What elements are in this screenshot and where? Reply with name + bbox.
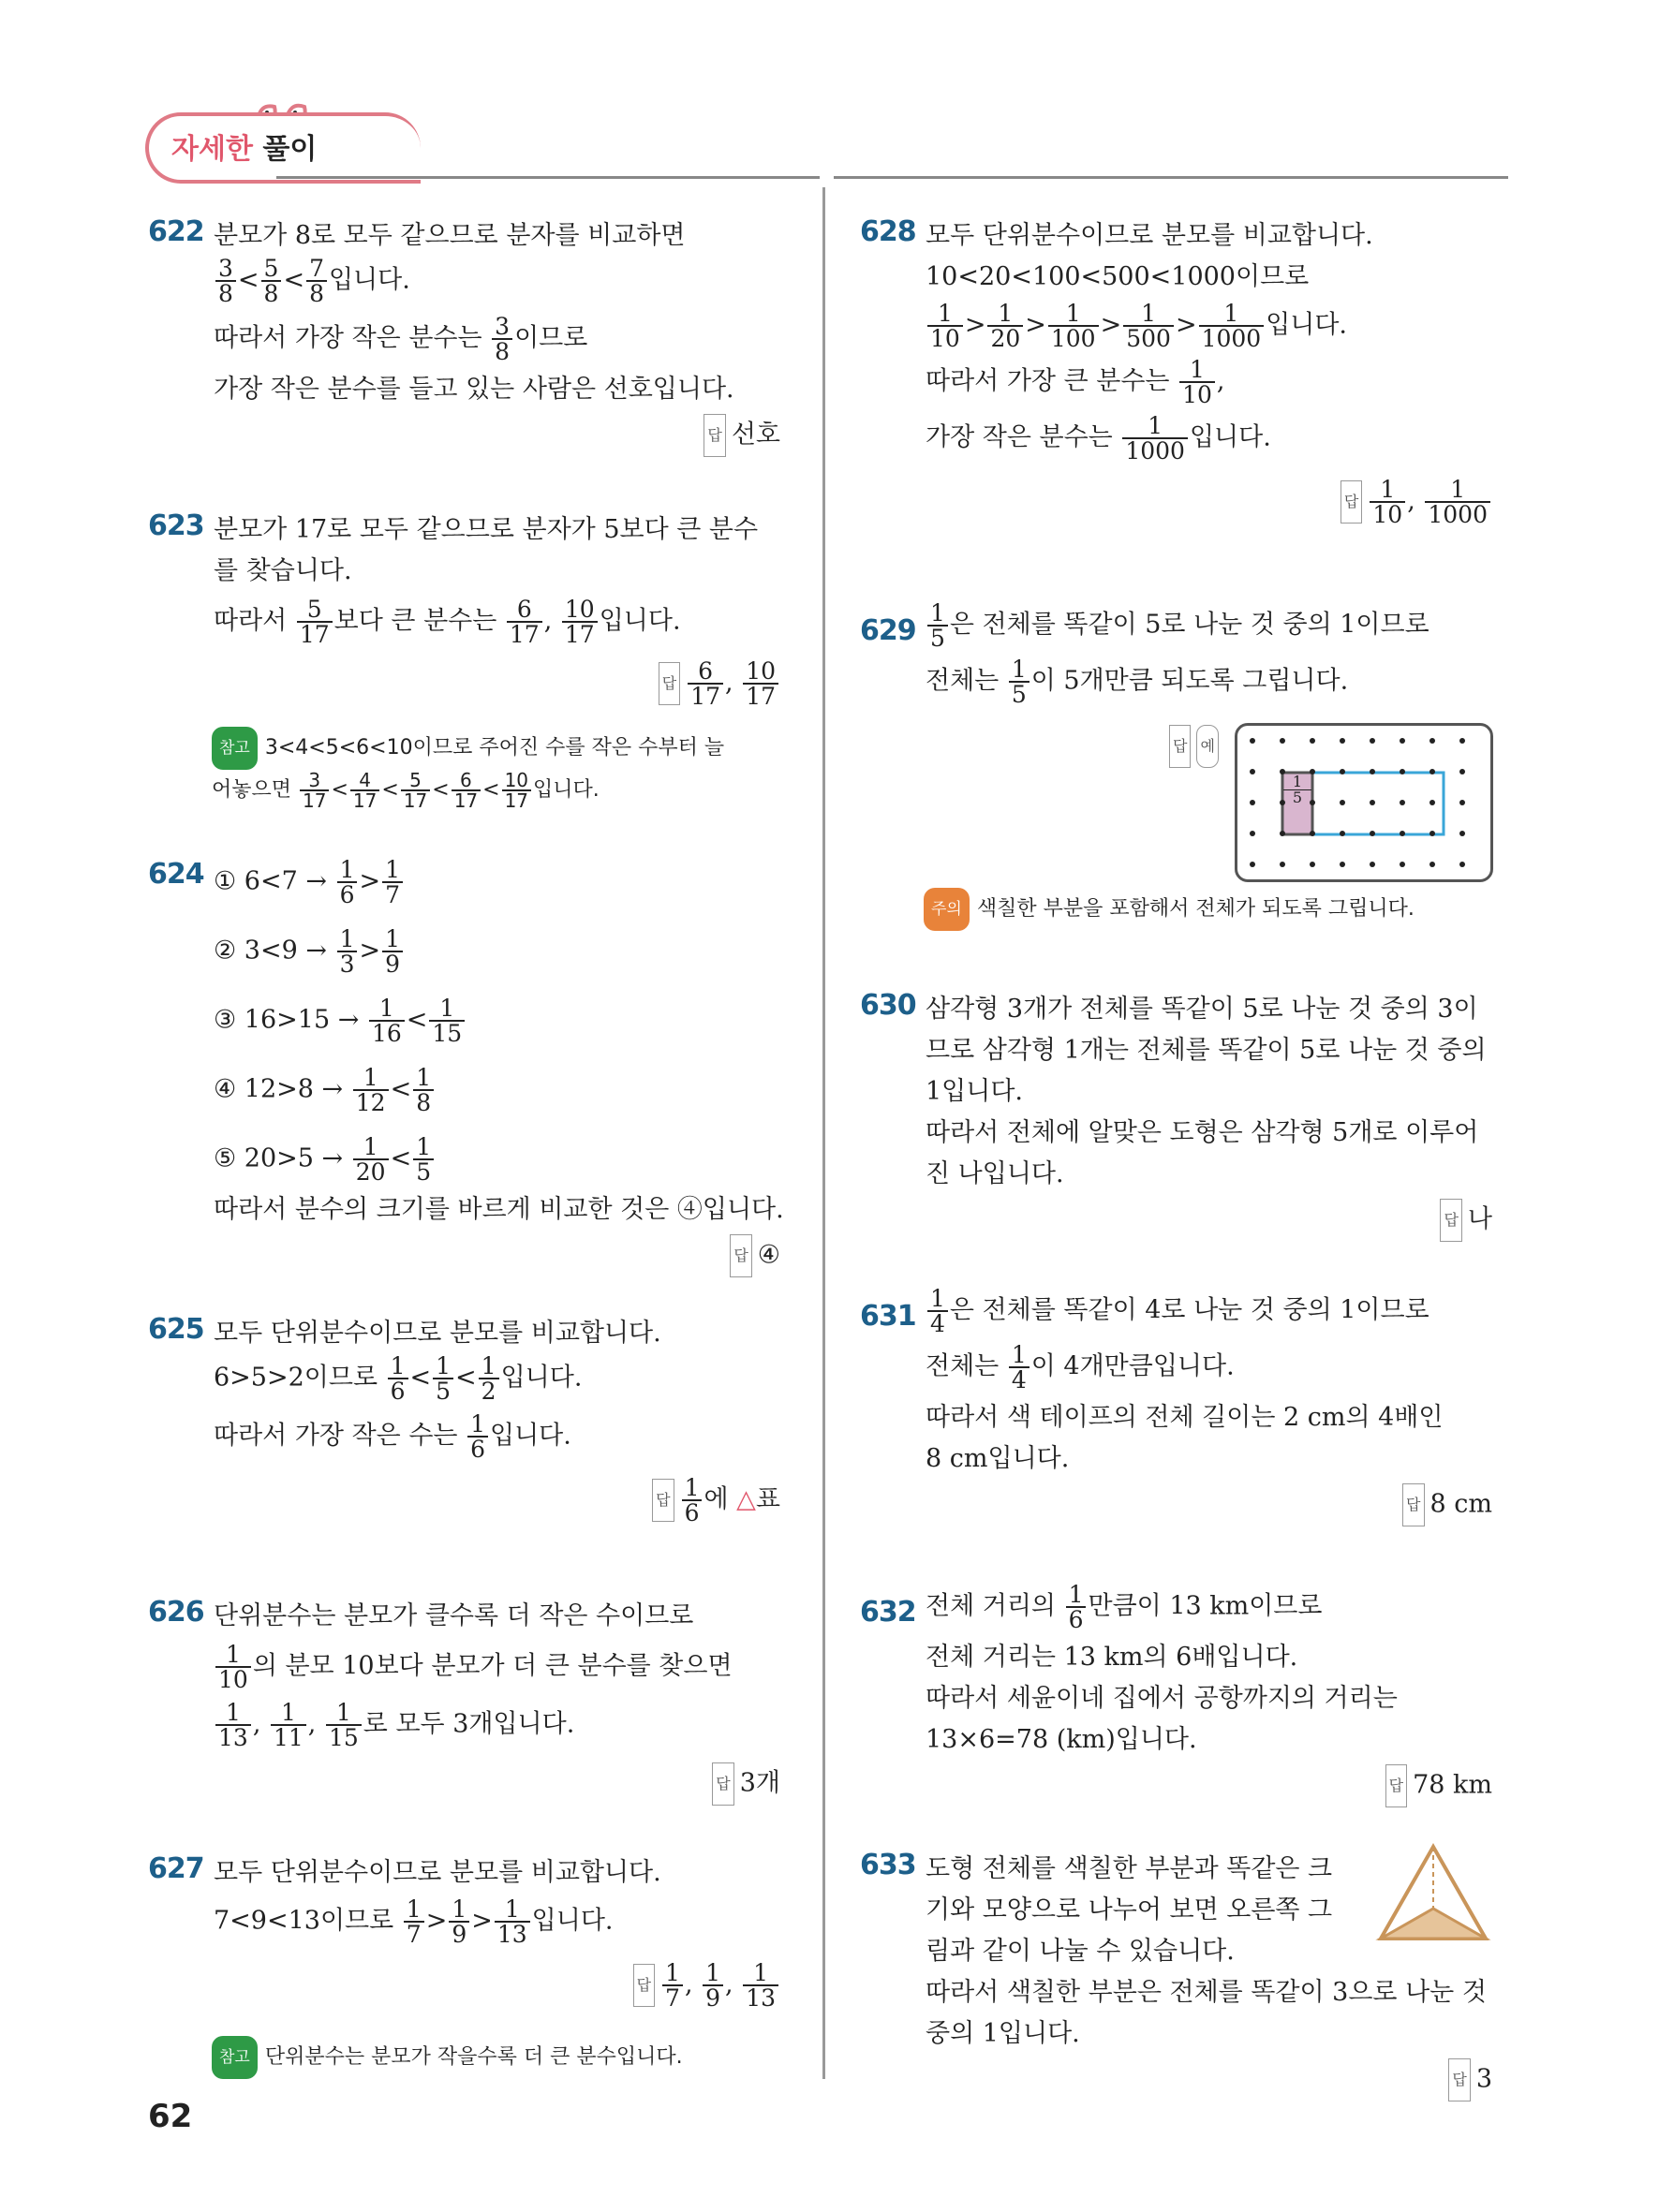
fraction: $\frac{7}{8}$ xyxy=(306,257,327,305)
text-line: 따라서 가장 작은 분수는 $\frac{3}{8}$ 이므로 xyxy=(214,313,588,365)
problem-body xyxy=(214,1313,780,1525)
answer: 답 78 km xyxy=(926,1764,1492,1807)
problem-number: 631 xyxy=(860,1300,916,1333)
problem-body xyxy=(926,989,1492,1242)
comparison-item: ② 3<9 → $\frac{1}{3}$ > $\frac{1}{9}$ xyxy=(214,927,780,996)
text-line: $\frac{1}{4}$ 은 전체를 똑같이 4로 나눈 것 중의 1이므로 xyxy=(926,1287,1492,1335)
text-line: $\frac{1}{5}$ 은 전체를 똑같이 5로 나눈 것 중의 1이므로 xyxy=(926,601,1492,650)
text-line: 기와 모양으로 나누어 보면 오른쪽 그 xyxy=(926,1895,1333,1924)
problem-number: 622 xyxy=(148,215,204,248)
grid-dot xyxy=(1400,738,1405,744)
answer: 답 3개 xyxy=(214,1762,780,1806)
answer: 답 8 cm xyxy=(926,1483,1492,1526)
grid-dot xyxy=(1370,800,1375,805)
fraction: $\frac{3}{8}$ xyxy=(492,315,512,363)
text-line: 가장 작은 분수를 들고 있는 사람은 선호입니다. xyxy=(214,375,734,404)
problem-body xyxy=(926,215,1492,526)
note-badge: 주의 xyxy=(924,888,970,931)
grid-dot xyxy=(1429,831,1435,836)
text-line: 전체는 $\frac{1}{5}$ 이 5개만큼 되도록 그립니다. xyxy=(926,656,1349,708)
grid-dot xyxy=(1400,831,1405,836)
problem-body xyxy=(926,1285,1492,1526)
text-line: 따라서 가장 큰 분수는 $\frac{1}{10}$ , xyxy=(926,356,1225,408)
column-divider xyxy=(822,187,825,2079)
text-line: 7<9<13이므로 $\frac{1}{7}$ > $\frac{1}{9}$ > $\frac{1}{13}$ 입니다. xyxy=(214,1895,614,1948)
grid-dot xyxy=(1370,738,1375,744)
answer: 답 예 xyxy=(1169,725,1224,768)
text-line: 중의 1입니다. xyxy=(926,2019,1080,2048)
problem-number: 632 xyxy=(860,1596,916,1629)
text-line: 가장 작은 분수는 $\frac{1}{1000}$ 입니다. xyxy=(926,412,1271,465)
text-line: 모두 단위분수이므로 분모를 비교합니다. xyxy=(214,1319,661,1348)
grid-dot xyxy=(1310,738,1315,744)
grid-dot xyxy=(1400,769,1405,774)
header-title xyxy=(171,125,317,167)
text-line: $\frac{1}{10}$ 의 분모 10보다 분모가 더 큰 분수를 찾으면 xyxy=(214,1643,780,1691)
note-box: 참고 단위분수는 분모가 작을수록 더 큰 분수입니다. xyxy=(212,2036,683,2079)
pyramid-figure xyxy=(1375,1841,1491,1944)
text-line: 따라서 분수의 크기를 바르게 비교한 것은 ④입니다. xyxy=(214,1195,784,1224)
text-line: 분모가 8로 모두 같으므로 분자를 비교하면 xyxy=(214,221,686,250)
note-badge: 참고 xyxy=(212,2036,258,2079)
comparison-item: ① 6<7 → $\frac{1}{6}$ > $\frac{1}{7}$ xyxy=(214,858,780,927)
grid-dot xyxy=(1280,831,1285,836)
answer: 답 $\frac{1}{7}$ , $\frac{1}{9}$ , $\frac{1}{13}$ xyxy=(214,1961,780,2010)
grid-dot xyxy=(1400,800,1405,805)
text-line: 삼각형 3개가 전체를 똑같이 5로 나눈 것 중의 3이 xyxy=(926,995,1478,1024)
text-line: 모두 단위분수이므로 분모를 비교합니다. xyxy=(926,221,1373,250)
grid-dot xyxy=(1310,862,1315,867)
example-badge: 예 xyxy=(1196,725,1218,768)
comparison-item: ⑤ 20>5 → $\frac{1}{20}$ < $\frac{1}{5}$ xyxy=(214,1135,780,1189)
grid-dot xyxy=(1429,800,1435,805)
text-line: 10<20<100<500<1000이므로 xyxy=(926,262,1310,291)
problem-number: 633 xyxy=(860,1849,916,1881)
answer: 답 $\frac{1}{6}$ 에 △표 xyxy=(214,1476,780,1525)
text-line: 8 cm입니다. xyxy=(926,1444,1070,1473)
problem-body xyxy=(214,509,780,708)
problem-body xyxy=(214,1852,780,2010)
grid-dot xyxy=(1400,862,1405,867)
grid-dot xyxy=(1459,831,1465,836)
grid-dot xyxy=(1250,831,1255,836)
grid-dot xyxy=(1280,862,1285,867)
answer: 답 ④ xyxy=(214,1234,780,1277)
grid-dot xyxy=(1340,769,1345,774)
grid-dot xyxy=(1459,862,1465,867)
fraction: $\frac{3}{8}$ xyxy=(215,257,236,305)
text-line: 므로 삼각형 1개는 전체를 똑같이 5로 나눈 것 중의 xyxy=(926,1036,1487,1065)
answer: 답 $\frac{1}{10}$ , $\frac{1}{1000}$ xyxy=(926,478,1492,526)
header-rule-right xyxy=(834,176,1508,179)
comparison-item: ④ 12>8 → $\frac{1}{12}$ < $\frac{1}{8}$ xyxy=(214,1066,780,1135)
problem-number: 629 xyxy=(860,614,916,647)
text-line: 모두 단위분수이므로 분모를 비교합니다. xyxy=(214,1858,661,1887)
grid-dot xyxy=(1370,862,1375,867)
grid-dot xyxy=(1429,769,1435,774)
text-line: 따라서 세윤이네 집에서 공항까지의 거리는 xyxy=(926,1684,1398,1713)
grid-dot xyxy=(1370,769,1375,774)
problem-number: 627 xyxy=(148,1852,204,1885)
note-box: 주의 색칠한 부분을 포함해서 전체가 되도록 그립니다. xyxy=(924,888,1415,931)
text-line: 6>5>2이므로 $\frac{1}{6}$ < $\frac{1}{5}$ < $\frac{1}{2}$ 입니다. xyxy=(214,1352,583,1405)
text-line: 13×6=78 (km)입니다. xyxy=(926,1725,1197,1754)
grid-dot xyxy=(1459,800,1465,805)
grid-dot xyxy=(1250,769,1255,774)
note-box: 참고 3<4<5<6<10이므로 주어진 수를 작은 수부터 늘 어놓으면 $\frac{3}{17}$ < $\frac{4}{17}$ < $\frac{5}{17}$ < $\frac{6}{17}$ < $\frac{10}{17}$ 입니다. xyxy=(212,727,724,811)
fraction: $\frac{5}{8}$ xyxy=(261,257,282,305)
grid-dot xyxy=(1250,862,1255,867)
text-line: 전체 거리의 $\frac{1}{6}$ 만큼이 13 km이므로 xyxy=(926,1581,1323,1633)
text-line: 전체는 $\frac{1}{4}$ 이 4개만큼입니다. xyxy=(926,1341,1235,1394)
problem-body xyxy=(926,1849,1492,2101)
grid-dot xyxy=(1370,831,1375,836)
text-line: 진 나입니다. xyxy=(926,1159,1064,1188)
grid-dot xyxy=(1459,769,1465,774)
answer: 답 선호 xyxy=(214,414,780,457)
text-line: 따라서 색칠한 부분은 전체를 똑같이 3으로 나눈 것 xyxy=(926,1978,1487,2007)
grid-dot xyxy=(1340,862,1345,867)
text-line: 따라서 $\frac{5}{17}$ 보다 큰 분수는 $\frac{6}{17}$ , $\frac{10}{17}$ 입니다. xyxy=(214,596,681,648)
problem-body xyxy=(214,856,784,1277)
answer: 답 나 xyxy=(926,1199,1492,1242)
fraction: $\frac{5}{17}$ xyxy=(297,597,333,646)
text-line: 전체 거리는 13 km의 6배입니다. xyxy=(926,1643,1298,1672)
text-line: 를 찾습니다. xyxy=(214,556,352,585)
grid-dot xyxy=(1340,738,1345,744)
grid-dot xyxy=(1429,862,1435,867)
text-line: 따라서 가장 작은 수는 $\frac{1}{6}$ 입니다. xyxy=(214,1410,571,1463)
text-line: 단위분수는 분모가 클수록 더 작은 수이므로 xyxy=(214,1601,694,1630)
grid-dot xyxy=(1340,831,1345,836)
header-title-part2: 풀이 xyxy=(262,133,318,166)
fraction: $\frac{6}{17}$ xyxy=(507,597,542,646)
fraction-line: $\frac{1}{10}$ > $\frac{1}{20}$ > $\frac{1}{100}$ > $\frac{1}{500}$ > $\frac{1}{1000}$ 입니다. xyxy=(926,302,1492,350)
comparison-item: ③ 16>15 → $\frac{1}{16}$ < $\frac{1}{15}$ xyxy=(214,996,780,1066)
problem-number: 623 xyxy=(148,509,204,542)
text-line: 따라서 전체에 알맞은 도형은 삼각형 5개로 이루어 xyxy=(926,1118,1479,1147)
page-number: 62 xyxy=(148,2098,193,2135)
note-badge: 참고 xyxy=(212,727,258,770)
problem-body xyxy=(214,1596,780,1806)
dot-grid-answer xyxy=(1235,723,1493,882)
text-line: 따라서 색 테이프의 전체 길이는 2 cm의 4배인 xyxy=(926,1403,1444,1432)
text-line: 림과 같이 나눌 수 있습니다. xyxy=(926,1937,1235,1966)
grid-dot xyxy=(1340,800,1345,805)
problem-body xyxy=(926,599,1492,806)
problem-body xyxy=(926,1581,1492,1807)
fraction-line: $\frac{3}{8}$ < $\frac{5}{8}$ < $\frac{7}{8}$ 입니다. xyxy=(214,257,780,305)
grid-dot xyxy=(1250,738,1255,744)
grid-fraction-label: 1 5 xyxy=(1283,774,1311,805)
text-line: 도형 전체를 색칠한 부분과 똑같은 크 xyxy=(926,1854,1333,1883)
text-line: 1입니다. xyxy=(926,1077,1024,1106)
text-line: $\frac{1}{13}$ , $\frac{1}{11}$ , $\frac{1}{15}$ 로 모두 3개입니다. xyxy=(214,1701,780,1749)
problem-number: 630 xyxy=(860,989,916,1022)
grid-dot xyxy=(1310,831,1315,836)
grid-dot xyxy=(1280,738,1285,744)
problem-number: 624 xyxy=(148,858,204,891)
problem-number: 625 xyxy=(148,1313,204,1346)
answer: 답 $\frac{6}{17}$ , $\frac{10}{17}$ xyxy=(214,659,780,708)
answer: 답 3 xyxy=(926,2058,1492,2101)
triangle-mark: △ xyxy=(736,1484,756,1514)
problem-number: 628 xyxy=(860,215,916,248)
header-rule-left xyxy=(276,176,820,179)
problem-body xyxy=(214,215,780,457)
grid-dot xyxy=(1429,738,1435,744)
grid-dot xyxy=(1459,738,1465,744)
problem-number: 626 xyxy=(148,1596,204,1629)
dot-grid-svg xyxy=(1237,726,1490,879)
fraction: $\frac{10}{17}$ xyxy=(562,597,598,646)
grid-dot xyxy=(1250,800,1255,805)
text-line: 분모가 17로 모두 같으므로 분자가 5보다 큰 분수 xyxy=(214,515,759,544)
header-title-part1: 자세한 xyxy=(171,133,253,166)
